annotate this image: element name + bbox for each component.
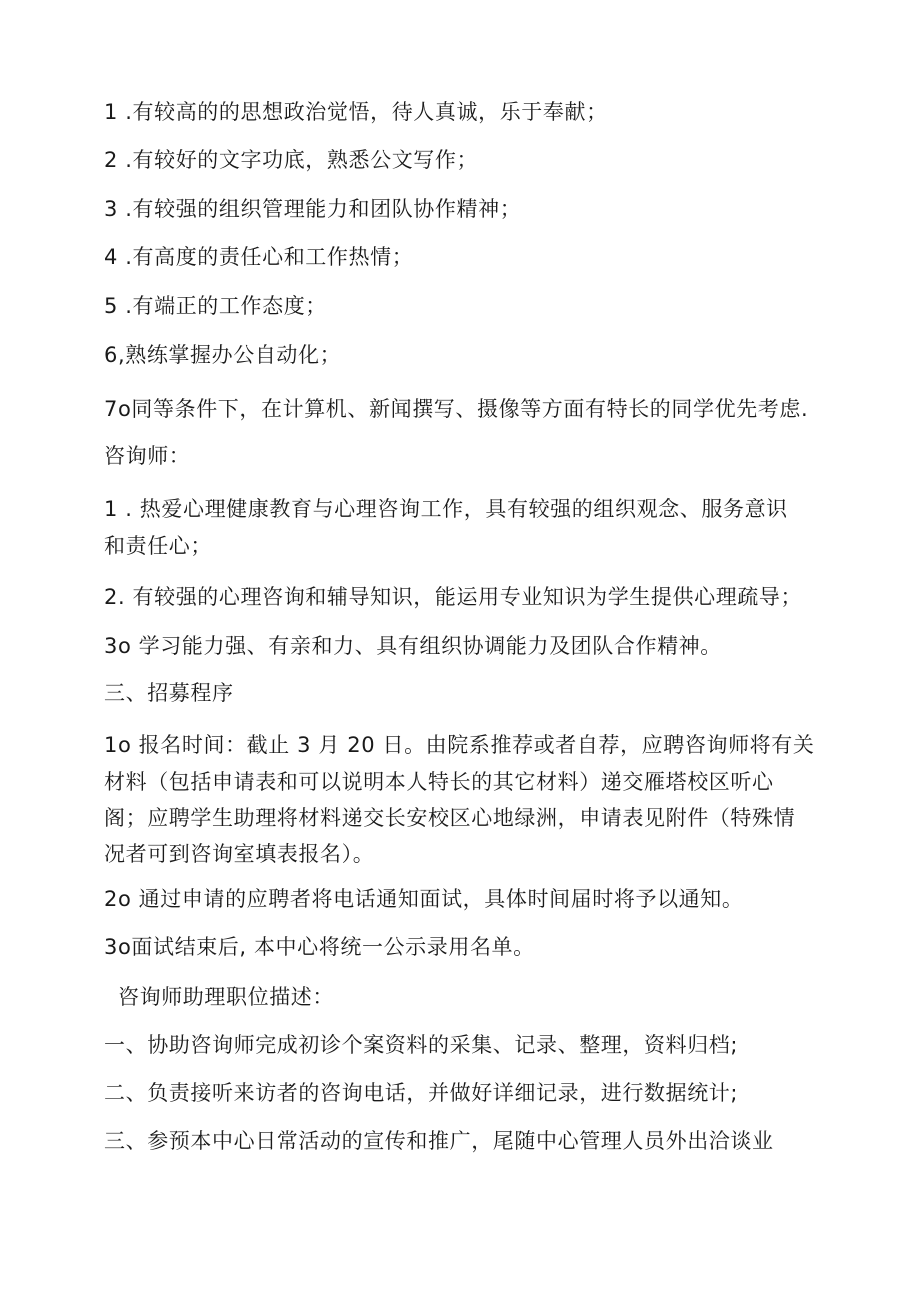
text-line-4: 4 .有高度的责任心和工作热情； [104,245,414,269]
text-line-6: 6,熟练掌握办公自动化； [104,343,342,367]
text-line-22: 二、负责接听来访者的咨询电话，并做好详细记录，进行数据统计; [104,1081,739,1105]
text-line-11: 2. 有较强的心理咨询和辅导知识，能运用专业知识为学生提供心理疏导； [104,585,803,609]
text-line-23: 三、参预本中心日常活动的宣传和推广，尾随中心管理人员外出洽谈业 [104,1129,774,1153]
section-heading-counselor: 咨询师： [104,444,191,468]
text-line-10: 和责任心； [104,534,212,558]
text-line-16: 阁；应聘学生助理将材料递交长安校区心地绿洲，申请表见附件（特殊情 [104,806,796,830]
text-line-19: 3o面试结束后, 本中心将统一公示录用名单。 [104,935,535,959]
text-line-15: 材料（包括申请表和可以说明本人特长的其它材料）递交雁塔校区听心 [104,770,774,794]
text-line-14: 1o 报名时间：截止 3 月 20 日。由院系推荐或者自荐，应聘咨询师将有关 [104,733,815,757]
section-heading-assistant: 咨询师助理职位描述： [118,985,334,1009]
text-line-17: 况者可到咨询室填表报名）。 [104,842,375,866]
text-line-9: 1 . 热爱心理健康教育与心理咨询工作，具有较强的组织观念、服务意识 [104,497,788,521]
text-line-7: 7o同等条件下，在计算机、新闻撰写、摄像等方面有特长的同学优先考虑. [104,397,809,421]
text-line-3: 3 .有较强的组织管理能力和团队协作精神； [104,197,522,221]
text-line-21: 一、协助咨询师完成初诊个案资料的采集、记录、整理，资料归档; [104,1033,739,1057]
text-line-1: 1 .有较高的的思想政治觉悟，待人真诚，乐于奉献； [104,100,608,124]
text-line-2: 2 .有较好的文字功底，熟悉公文写作； [104,148,479,172]
text-line-12: 3o 学习能力强、有亲和力、具有组织协调能力及团队合作精神。 [104,634,722,658]
section-heading-recruitment: 三、招募程序 [104,681,234,705]
text-line-5: 5 .有端正的工作态度； [104,294,327,318]
text-line-18: 2o 通过申请的应聘者将电话通知面试，具体时间届时将予以通知。 [104,887,744,911]
